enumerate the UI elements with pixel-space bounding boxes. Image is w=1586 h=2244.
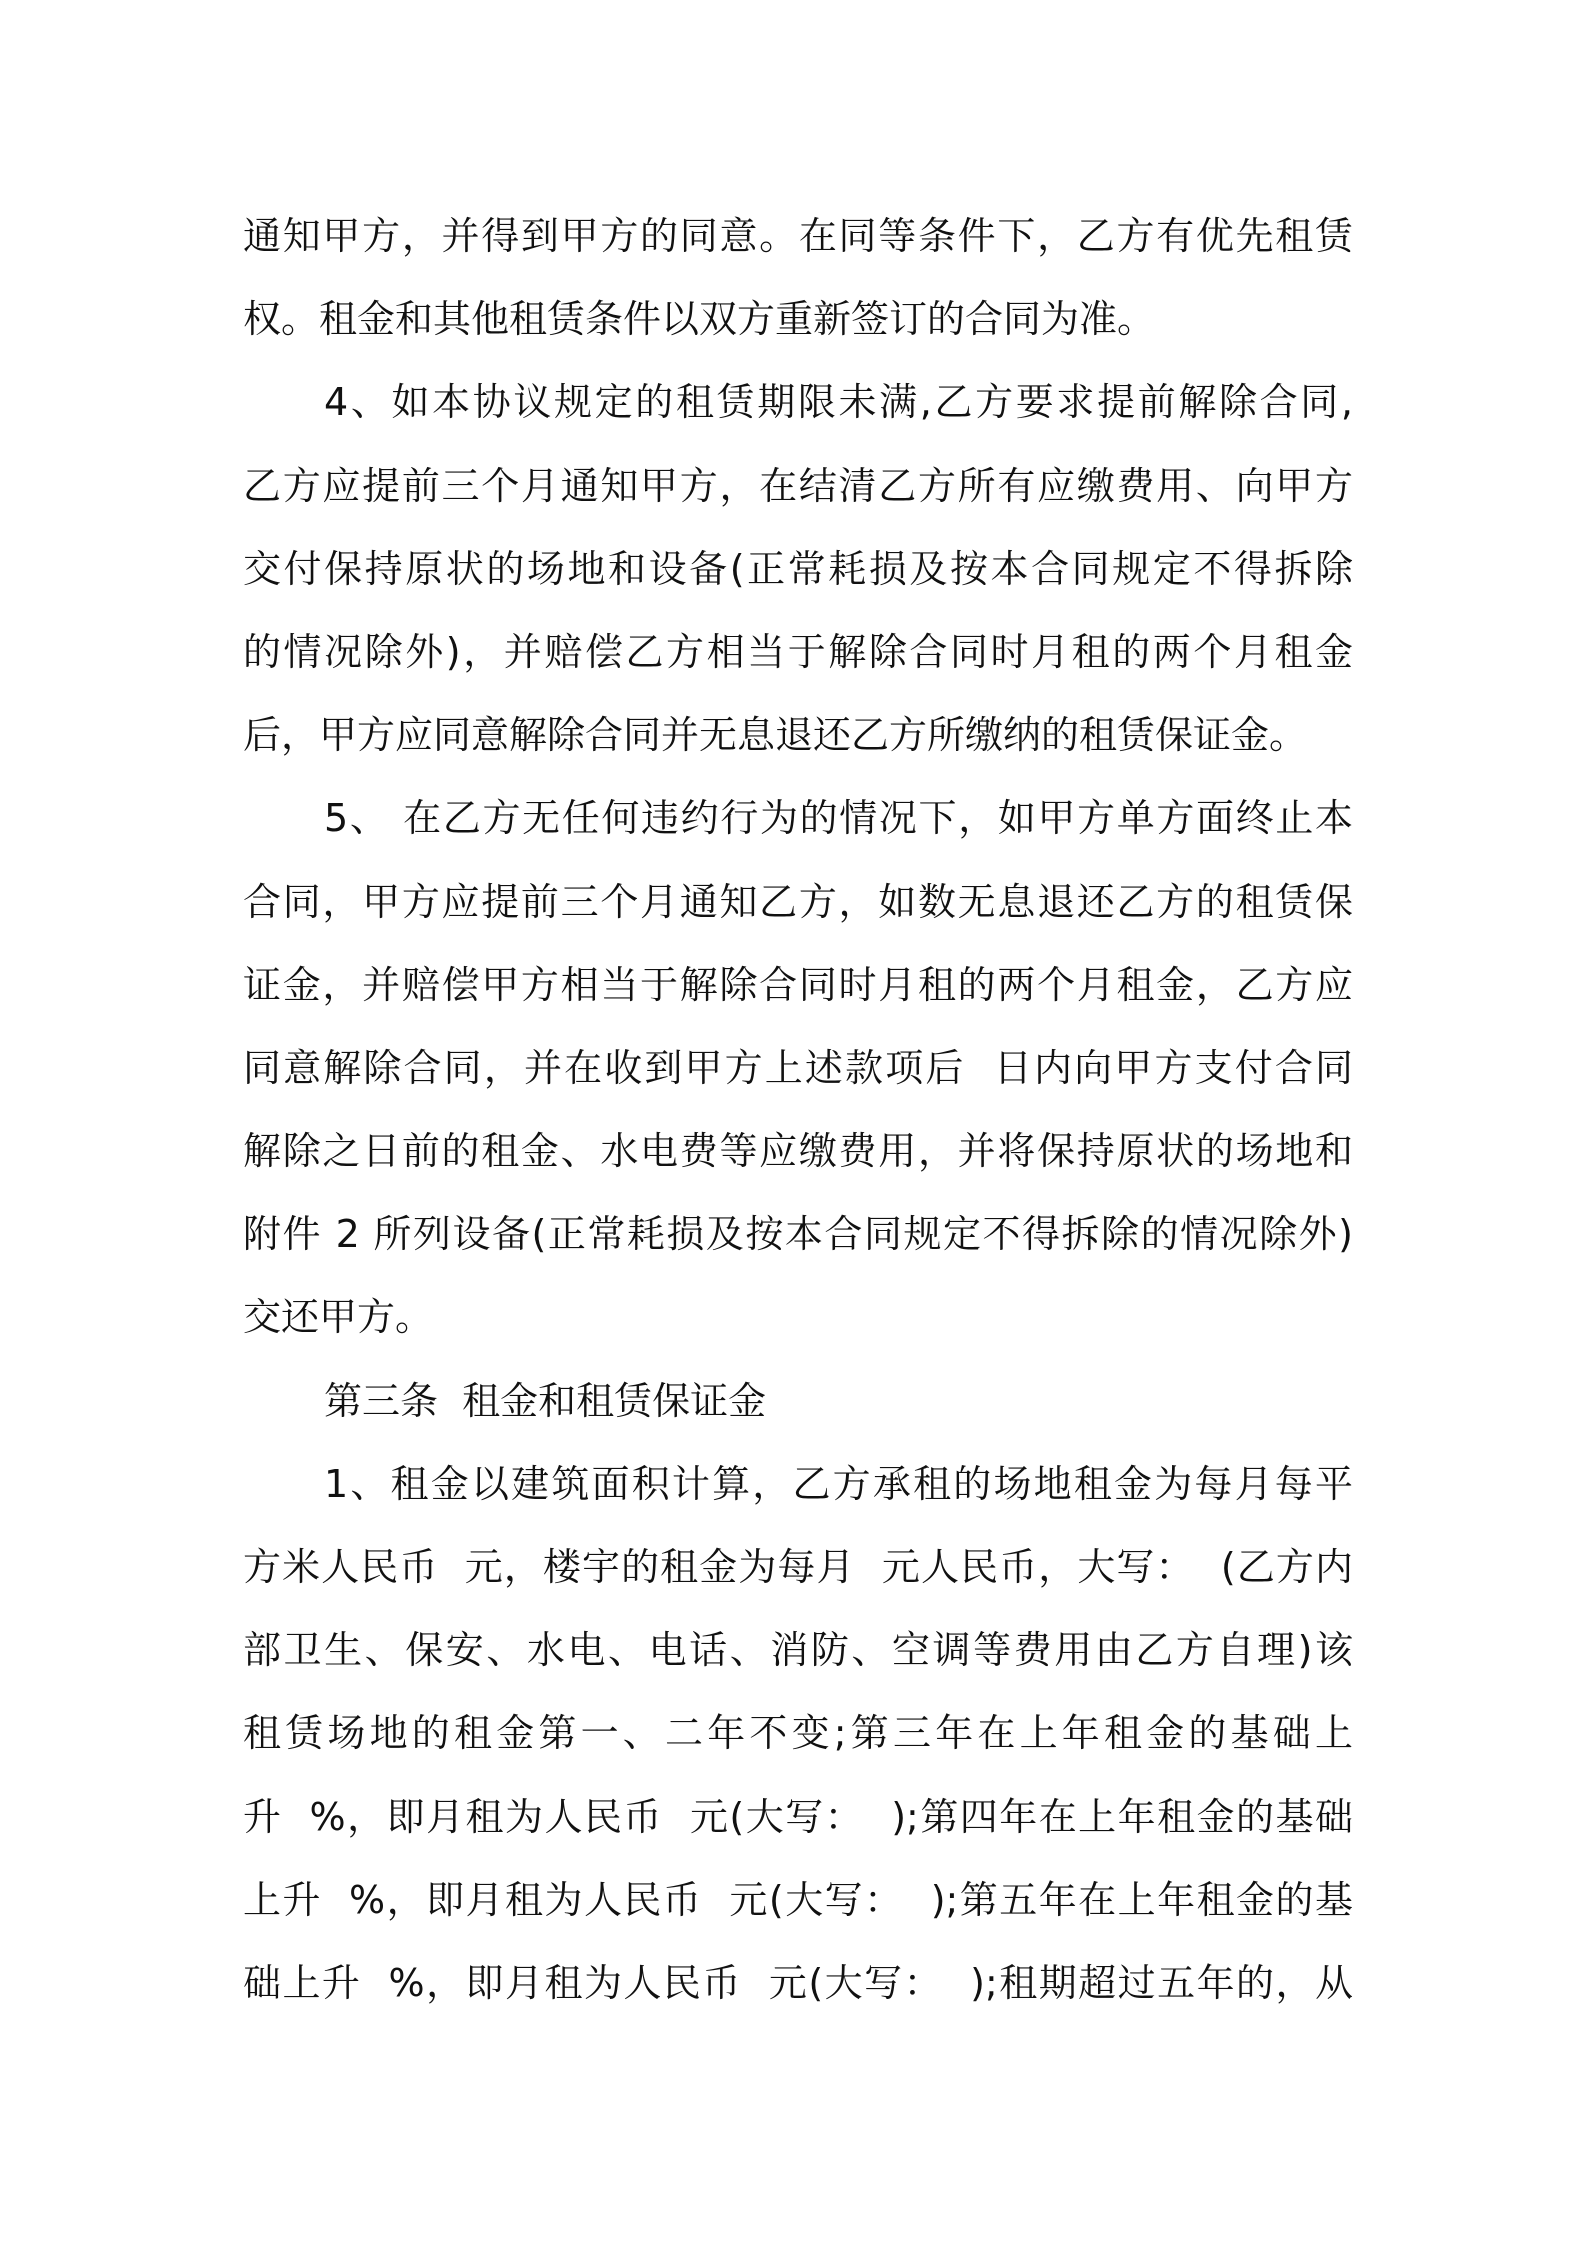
text-line: 交付保持原状的场地和设备(正常耗损及按本合同规定不得拆除 bbox=[243, 546, 1353, 591]
clause-5-first-line: 5、 在乙方无任何违约行为的情况下，如甲方单方面终止本 bbox=[324, 796, 1353, 841]
text-line: 权。租金和其他租赁条件以双方重新签订的合同为准。 bbox=[243, 297, 1156, 342]
text-line: 解除之日前的租金、水电费等应缴费用，并将保持原状的场地和 bbox=[243, 1129, 1353, 1174]
text-line: 同意解除合同，并在收到甲方上述款项后 日内向甲方支付合同 bbox=[243, 1045, 1353, 1090]
text-line: 乙方应提前三个月通知甲方，在结清乙方所有应缴费用、向甲方 bbox=[243, 463, 1353, 508]
text-line: 础上升 %，即月租为人民币 元(大写： );租期超过五年的，从 bbox=[243, 1960, 1353, 2005]
contract-text bbox=[243, 195, 1353, 2025]
section-heading-article-3: 第三条 租金和租赁保证金 bbox=[324, 1378, 767, 1423]
text-line: 升 %，即月租为人民币 元(大写： );第四年在上年租金的基础 bbox=[243, 1794, 1353, 1839]
text-line: 租赁场地的租金第一、二年不变;第三年在上年租金的基础上 bbox=[243, 1711, 1353, 1756]
text-line: 方米人民币 元，楼宇的租金为每月 元人民币，大写： (乙方内 bbox=[243, 1545, 1353, 1589]
text-line: 证金，并赔偿甲方相当于解除合同时月租的两个月租金，乙方应 bbox=[243, 962, 1353, 1007]
text-line: 部卫生、保安、水电、电话、消防、空调等费用由乙方自理)该 bbox=[243, 1628, 1353, 1673]
text-line: 通知甲方，并得到甲方的同意。在同等条件下，乙方有优先租赁 bbox=[243, 214, 1353, 258]
text-line: 的情况除外)，并赔偿乙方相当于解除合同时月租的两个月租金 bbox=[243, 629, 1353, 674]
clause-4-first-line: 4、如本协议规定的租赁期限未满,乙方要求提前解除合同, bbox=[324, 380, 1353, 425]
text-line: 交还甲方。 bbox=[243, 1295, 434, 1340]
text-line: 附件 2 所列设备(正常耗损及按本合同规定不得拆除的情况除外) bbox=[243, 1212, 1353, 1257]
text-line: 合同，甲方应提前三个月通知乙方，如数无息退还乙方的租赁保 bbox=[243, 879, 1353, 924]
text-line: 后，甲方应同意解除合同并无息退还乙方所缴纳的租赁保证金。 bbox=[243, 713, 1308, 758]
article-3-clause-1-first-line: 1、租金以建筑面积计算，乙方承租的场地租金为每月每平 bbox=[324, 1461, 1353, 1506]
text-line: 上升 %，即月租为人民币 元(大写： );第五年在上年租金的基 bbox=[243, 1877, 1353, 1922]
